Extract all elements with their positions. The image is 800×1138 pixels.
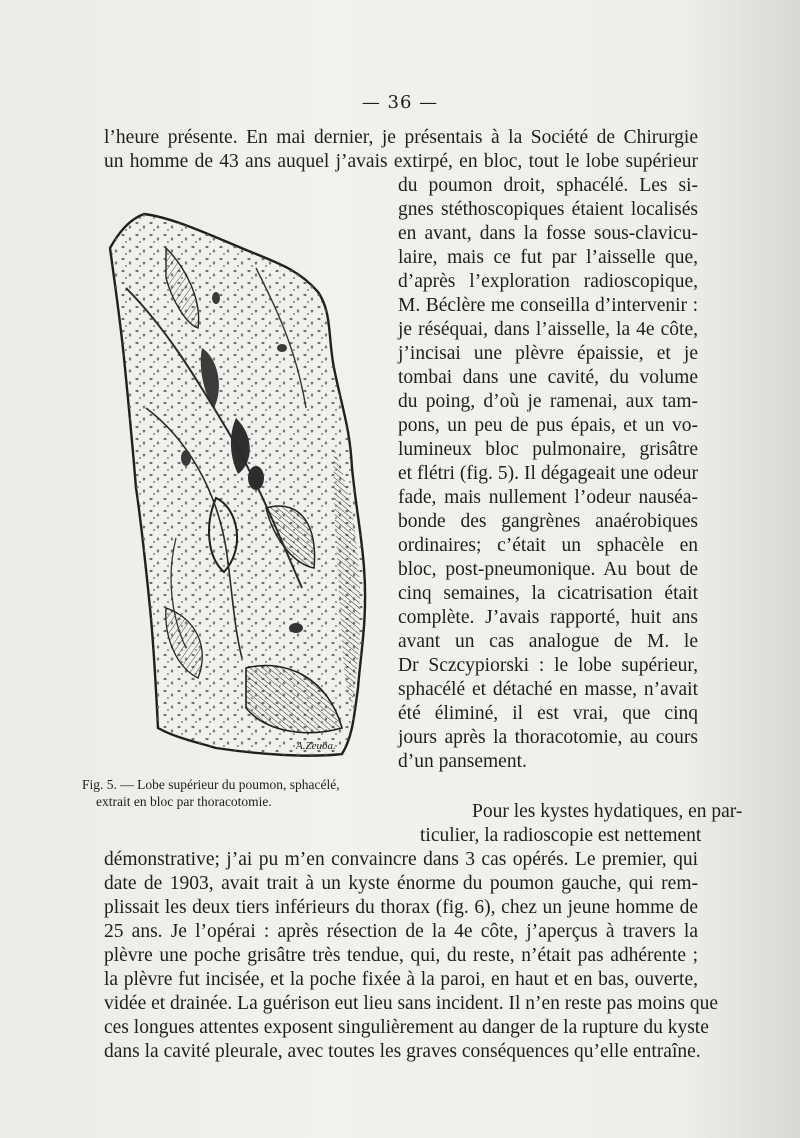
text-line: Pour les kystes hydatiques, en par- xyxy=(472,801,743,822)
text-line: sphacélé et détaché en masse, n’avait xyxy=(398,679,698,700)
text-line: M. Béclère me conseilla d’intervenir : xyxy=(398,295,698,316)
text-line: avant un cas analogue de M. le xyxy=(398,631,698,652)
figure-caption xyxy=(82,776,382,810)
text-line: jours après la thoracotomie, au cours xyxy=(398,727,698,748)
text-line: tombai dans une cavité, du volume xyxy=(398,367,698,388)
text-line: complète. J’avais rapporté, huit ans xyxy=(398,607,698,628)
text-line: 25 ans. Je l’opérai : après résection de la 4e côte, j’aperçus à travers la xyxy=(104,921,698,942)
text-line: été éliminé, il est vrai, que cinq xyxy=(398,703,698,724)
text-line: j’incisai une plèvre épaissie, et je xyxy=(398,343,698,364)
text-line: Dr Sczcypiorski : le lobe supérieur, xyxy=(398,655,698,676)
text-line: un homme de 43 ans auquel j’avais extirpé, en bloc, tout le lobe supérieur xyxy=(104,151,698,172)
text-line: vidée et drainée. La guérison eut lieu sans incident. Il n’en reste pas moins que xyxy=(104,993,719,1014)
text-line: pons, un peu de pus épais, et un vo- xyxy=(398,415,698,436)
text-line: plèvre une poche grisâtre très tendue, qui, du reste, n’était pas adhérente ; xyxy=(104,945,698,966)
text-line: d’un pansement. xyxy=(398,751,527,772)
text-line: du poing, d’où je ramenai, aux tam- xyxy=(398,391,698,412)
text-line: je réséquai, dans l’aisselle, la 4e côte, xyxy=(398,319,698,340)
text-line: l’heure présente. En mai dernier, je présentais à la Société de Chirurgie xyxy=(104,127,698,148)
text-line: bloc, post-pneumonique. Au bout de xyxy=(398,559,698,580)
text-line: plissait les deux tiers inférieurs du thorax (fig. 6), chez un jeune homme de xyxy=(104,897,698,918)
caption-line: extrait en bloc par thoracotomie. xyxy=(96,794,272,809)
text-line: laire, mais ce fut par l’aisselle que, xyxy=(398,247,698,268)
text-line: la plèvre fut incisée, et la poche fixée à la paroi, en haut et en bas, ouverte, xyxy=(104,969,698,990)
engraver-signature: A.Zeuba. xyxy=(296,740,336,752)
text-line: date de 1903, avait trait à un kyste énorme du poumon gauche, qui rem- xyxy=(104,873,698,894)
lung-lobe-illustration xyxy=(106,208,368,764)
text-line: gnes stéthoscopiques étaient localisés xyxy=(398,199,698,220)
text-line: dans la cavité pleurale, avec toutes les graves conséquences qu’elle entraîne. xyxy=(104,1041,701,1062)
text-line: d’après l’exploration radioscopique, xyxy=(398,271,698,292)
text-line: bonde des gangrènes anaérobiques xyxy=(398,511,698,532)
text-line: démonstrative; j’ai pu m’en convaincre dans 3 cas opérés. Le premier, qui xyxy=(104,849,698,870)
text-line: cinq semaines, la cicatrisation était xyxy=(398,583,698,604)
text-line: et flétri (fig. 5). Il dégageait une odeur xyxy=(398,463,698,484)
page-number: — 36 — xyxy=(361,92,439,113)
text-line: du poumon droit, sphacélé. Les si- xyxy=(398,175,698,196)
text-line: ticulier, la radioscopie est nettement xyxy=(420,825,702,846)
text-line: en avant, dans la fosse sous-clavicu- xyxy=(398,223,698,244)
text-line: ces longues attentes exposent singulièrement au danger de la rupture du kyste xyxy=(104,1017,709,1038)
text-line: ordinaires; c’était un sphacèle en xyxy=(398,535,698,556)
text-line: lumineux bloc pulmonaire, grisâtre xyxy=(398,439,698,460)
caption-line: Fig. 5. — Lobe supérieur du poumon, sphacélé, xyxy=(82,777,340,792)
text-line: fade, mais nullement l’odeur nauséa- xyxy=(398,487,698,508)
